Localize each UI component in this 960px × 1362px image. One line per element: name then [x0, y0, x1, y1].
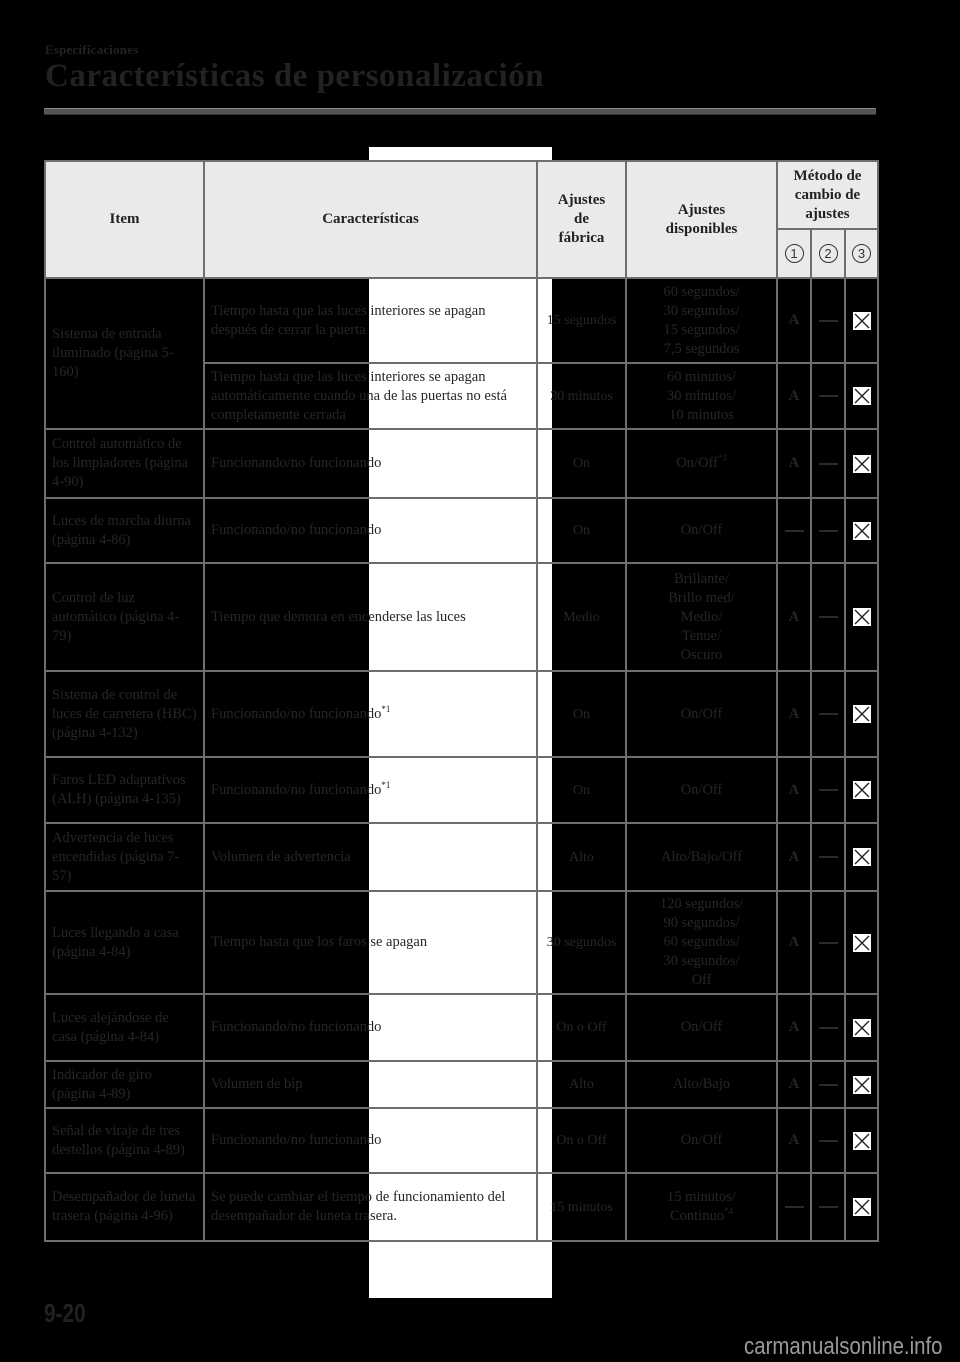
method-2-cell	[811, 671, 845, 757]
footnote-ref: *3	[717, 453, 727, 464]
col-header-method: Método de cambio de ajustes	[777, 161, 878, 229]
features-cell: Funcionando/no funcionando	[204, 1108, 537, 1173]
method-3-cell	[845, 823, 878, 891]
item-cell: Señal de viraje de tres destellos (página 4-89)	[45, 1108, 204, 1173]
col-header-method-3	[845, 229, 878, 278]
method-2-cell	[811, 278, 845, 363]
method-3-cell	[845, 363, 878, 429]
title-divider	[44, 108, 876, 115]
method-1-cell	[777, 891, 811, 994]
x-icon	[853, 387, 871, 405]
table-row	[45, 1173, 878, 1241]
footnote-ref: *1	[381, 779, 391, 790]
a-mark: A	[788, 781, 800, 798]
method-1-cell	[777, 994, 811, 1061]
section-label: Especificaciones	[45, 42, 139, 57]
available-cell: 60 segundos/ 30 segundos/ 15 segundos/ 7,5 segundos	[626, 278, 777, 363]
method-1-cell	[777, 1108, 811, 1173]
col-header-features: Características	[204, 161, 537, 278]
factory-cell: 30 minutos	[537, 363, 626, 429]
col-header-item: Item	[45, 161, 204, 278]
method-1-cell	[777, 671, 811, 757]
factory-cell: Alto	[537, 823, 626, 891]
dash-icon	[819, 395, 838, 397]
method-2-cell	[811, 1108, 845, 1173]
features-cell: Funcionando/no funcionando	[204, 994, 537, 1061]
features-cell: Funcionando/no funcionando$^{*1}$	[204, 671, 537, 757]
available-cell: 60 minutos/ 30 minutos/ 10 minutos	[626, 363, 777, 429]
x-icon	[853, 1132, 871, 1150]
features-cell: Funcionando/no funcionando$^{*1}$	[204, 757, 537, 823]
factory-cell: Alto	[537, 1061, 626, 1108]
customization-table	[44, 160, 879, 1242]
dash-icon	[819, 530, 838, 532]
factory-cell: 15 minutos	[537, 1173, 626, 1241]
available-cell: Alto/Bajo	[626, 1061, 777, 1108]
col-header-method-2	[811, 229, 845, 278]
table-row	[45, 757, 878, 823]
method-3-cell	[845, 1173, 878, 1241]
method-2-cell	[811, 1061, 845, 1108]
table-row	[45, 563, 878, 671]
a-mark: A	[788, 1019, 800, 1035]
x-icon	[853, 312, 871, 330]
table-row	[45, 891, 878, 994]
x-icon	[853, 781, 871, 799]
method-2-cell	[811, 994, 845, 1061]
dash-icon	[819, 789, 838, 791]
factory-cell: Medio	[537, 563, 626, 671]
features-cell: Tiempo hasta que las luces interiores se apagan después de cerrar la puerta	[204, 278, 537, 363]
watermark[interactable]: carmanualsonline.info	[743, 1333, 942, 1360]
item-cell: Sistema de control de luces de carretera (HBC) (página 4-132)	[45, 671, 204, 757]
method-2-cell	[811, 757, 845, 823]
features-cell: Volumen de bip	[204, 1061, 537, 1108]
circled-number-3: 3	[852, 244, 871, 263]
a-mark: A	[788, 848, 800, 865]
dash-icon	[819, 320, 838, 322]
method-3-cell	[845, 1061, 878, 1108]
factory-cell: On	[537, 671, 626, 757]
available-cell: On/Off	[626, 671, 777, 757]
a-mark: A	[788, 608, 800, 625]
x-icon	[853, 455, 871, 473]
a-mark: A	[788, 387, 800, 404]
method-1-cell	[777, 1061, 811, 1108]
method-3-cell	[845, 563, 878, 671]
circled-number-1: 1	[785, 244, 804, 263]
x-icon	[853, 848, 871, 866]
col-header-available: Ajustes disponibles	[626, 161, 777, 278]
a-mark: A	[788, 1132, 800, 1148]
method-2-cell	[811, 823, 845, 891]
factory-cell: On	[537, 498, 626, 563]
x-icon	[853, 934, 871, 952]
factory-cell: On	[537, 429, 626, 498]
available-cell: On/Off	[626, 498, 777, 563]
available-cell: 15 minutos/ Continuo$^{*4}$	[626, 1173, 777, 1241]
item-cell: Faros LED adaptativos (ALH) (página 4-135)	[45, 757, 204, 823]
a-mark: A	[788, 455, 800, 471]
features-cell: Funcionando/no funcionando	[204, 429, 537, 498]
method-1-cell	[777, 498, 811, 563]
dash-icon	[819, 713, 838, 715]
method-3-cell	[845, 1108, 878, 1173]
table-row	[45, 1108, 878, 1173]
dash-icon	[819, 1140, 838, 1142]
factory-cell: 15 segundos	[537, 278, 626, 363]
method-2-cell	[811, 891, 845, 994]
item-cell: Advertencia de luces encendidas (página 7-57)	[45, 823, 204, 891]
features-cell: Tiempo que demora en encenderse las luces	[204, 563, 537, 671]
footnote-ref: *1	[381, 703, 391, 714]
item-cell: Control automático de los limpiadores (página 4-90)	[45, 429, 204, 498]
method-1-cell	[777, 363, 811, 429]
x-icon	[853, 1019, 871, 1037]
a-mark: A	[788, 312, 800, 328]
dash-icon	[819, 1027, 838, 1029]
method-2-cell	[811, 429, 845, 498]
features-cell: Se puede cambiar el tiempo de funcionamiento del desempañador de luneta trasera.	[204, 1173, 537, 1241]
a-mark: A	[788, 705, 800, 722]
col-header-factory: Ajustes de fábrica	[537, 161, 626, 278]
features-cell: Tiempo hasta que las luces interiores se apagan automáticamente cuando una de las puertas no está completamente cerrada	[204, 363, 537, 429]
x-icon	[853, 705, 871, 723]
circled-number-2: 2	[819, 244, 838, 263]
available-cell: On/Off	[626, 994, 777, 1061]
col-header-method-1	[777, 229, 811, 278]
table-row	[45, 1061, 878, 1108]
item-cell: Control de luz automático (página 4-79)	[45, 563, 204, 671]
method-1-cell	[777, 563, 811, 671]
dash-icon	[785, 530, 804, 532]
method-2-cell	[811, 363, 845, 429]
method-3-cell	[845, 671, 878, 757]
factory-cell: On	[537, 757, 626, 823]
factory-cell: On o Off	[537, 1108, 626, 1173]
method-1-cell	[777, 757, 811, 823]
method-2-cell	[811, 498, 845, 563]
dash-icon	[819, 856, 838, 858]
available-cell: On/Off$^{*3}$	[626, 429, 777, 498]
item-cell: Luces alejándose de casa (página 4-84)	[45, 994, 204, 1061]
dash-icon	[785, 1206, 804, 1208]
a-mark: A	[788, 1076, 800, 1092]
method-3-cell	[845, 498, 878, 563]
a-mark: A	[788, 934, 800, 950]
method-3-cell	[845, 994, 878, 1061]
dash-icon	[819, 616, 838, 618]
table-row	[45, 671, 878, 757]
dash-icon	[819, 942, 838, 944]
table-row	[45, 429, 878, 498]
table-row	[45, 278, 878, 363]
item-cell: Desempañador de luneta trasera (página 4-96)	[45, 1173, 204, 1241]
page-title: Características de personalización	[45, 58, 545, 94]
method-1-cell	[777, 429, 811, 498]
available-cell: Alto/Bajo/Off	[626, 823, 777, 891]
method-1-cell	[777, 278, 811, 363]
dash-icon	[819, 1084, 838, 1086]
table-row	[45, 823, 878, 891]
method-3-cell	[845, 891, 878, 994]
method-1-cell	[777, 823, 811, 891]
dash-icon	[819, 463, 838, 465]
factory-cell: On o Off	[537, 994, 626, 1061]
method-3-cell	[845, 757, 878, 823]
available-cell: On/Off	[626, 1108, 777, 1173]
item-cell: Luces llegando a casa (página 4-84)	[45, 891, 204, 994]
method-1-cell	[777, 1173, 811, 1241]
features-cell: Funcionando/no funcionando	[204, 498, 537, 563]
item-cell: Luces de marcha diurna (página 4-86)	[45, 498, 204, 563]
page-number: 9-20	[44, 1298, 86, 1328]
method-3-cell	[845, 429, 878, 498]
available-cell: 120 segundos/ 90 segundos/ 60 segundos/ 30 segundos/ Off	[626, 891, 777, 994]
available-cell: On/Off	[626, 757, 777, 823]
table-row	[45, 498, 878, 563]
method-3-cell	[845, 278, 878, 363]
x-icon	[853, 1198, 871, 1216]
item-cell: Indicador de giro (página 4-89)	[45, 1061, 204, 1108]
footnote-ref: *4	[723, 1206, 733, 1217]
factory-cell: 30 segundos	[537, 891, 626, 994]
method-2-cell	[811, 1173, 845, 1241]
item-cell: Sistema de entrada iluminado (página 5-160)	[45, 278, 204, 429]
method-2-cell	[811, 563, 845, 671]
x-icon	[853, 1076, 871, 1094]
available-cell: Brillante/ Brillo med/ Medio/ Tenue/ Oscuro	[626, 563, 777, 671]
x-icon	[853, 522, 871, 540]
features-cell: Tiempo hasta que los faros se apagan	[204, 891, 537, 994]
x-icon	[853, 608, 871, 626]
table-row	[45, 994, 878, 1061]
features-cell: Volumen de advertencia	[204, 823, 537, 891]
dash-icon	[819, 1206, 838, 1208]
